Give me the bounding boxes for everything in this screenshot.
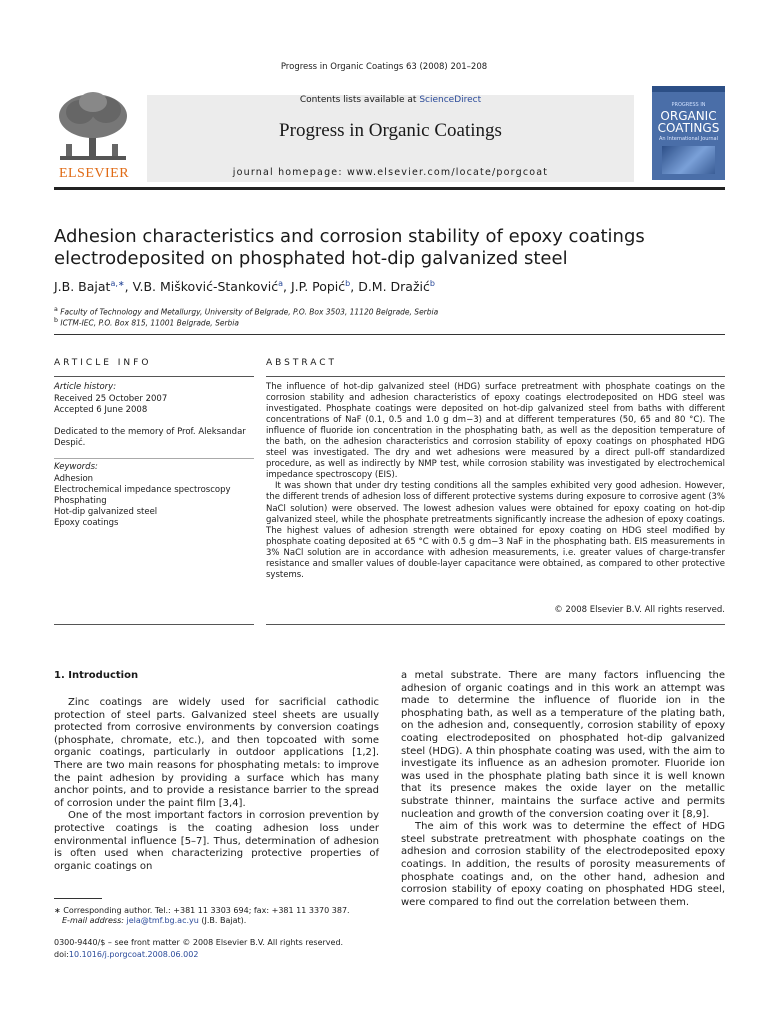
divider xyxy=(54,376,254,377)
sciencedirect-link[interactable]: ScienceDirect xyxy=(419,95,482,105)
abstract-body xyxy=(266,382,725,581)
cover-strip xyxy=(652,86,725,92)
keyword: Electrochemical impedance spectroscopy xyxy=(54,485,231,495)
divider xyxy=(266,376,725,377)
body-paragraph: The aim of this work was to determine the effect of HDG steel substrate pretreatment with phosphate coatings on the adhesion and corrosion stability of the electrodeposited epoxy coatings. In addition, the results of porosity measurements of phosphate coatings and, on the other hand, adhesion and corrosion stability of epoxy coating on phosphated HDG steel, were compared to find out the correlation between them. xyxy=(401,821,725,908)
header-rule xyxy=(54,187,725,190)
doi-line xyxy=(54,950,198,959)
dedication: Dedicated to the memory of Prof. Aleksandar Despić. xyxy=(54,427,246,448)
abstract-heading: ABSTRACT xyxy=(266,358,338,368)
cover-artwork xyxy=(662,146,715,174)
doi-link[interactable]: 10.1016/j.porgcoat.2008.06.002 xyxy=(68,950,199,959)
author-list: J.B. Bajat$^{a,∗}$, V.B. Mišković-Stanković$^a$, J.P. Popić$^b$, D.M. Dražić$^b$ xyxy=(54,279,435,295)
elsevier-wordmark: ELSEVIER xyxy=(58,166,130,181)
body-paragraph: a metal substrate. There are many factors influencing the adhesion of organic coatings and in this work an attempt was made to determine the influence of fluoride ion in the phosphating bath, as well as a temperature of the plating bath, on the adhesion and, consequently, corrosion stability of epoxy coating electrodeposited on phosphated hot-dip galvanized steel (HDG). A thin phosphate coating was used, with the aim to investigate its influence as an adhesion promoter. Fluoride ion was used in the phosphate plating bath since it is well known that its presence makes the oxide layer on the metallic substrate thinner, maintains the surface active and permits nucleation and growth of the conversion coating over it [8,9]. xyxy=(401,670,725,820)
author-superscript[interactable]: a,∗ xyxy=(110,279,125,288)
body-paragraph: One of the most important factors in corrosion prevention by protective coatings is the coating adhesion loss under environmental influence [5–7]. Thus, determination of adhesion is often used when characterizing protective properties of organic coatings on xyxy=(54,810,379,872)
received-date: Received 25 October 2007 xyxy=(54,394,168,404)
author-superscript[interactable]: a xyxy=(278,279,283,288)
affiliation-text: Faculty of Technology and Metallurgy, University of Belgrade, P.O. Box 3503, 11120 Belgrade, Serbia xyxy=(60,307,439,317)
email-label: E-mail address: xyxy=(62,916,124,925)
journal-citation: Progress in Organic Coatings 63 (2008) 201–208 xyxy=(280,62,488,72)
author-superscript[interactable]: b xyxy=(345,279,351,288)
keyword-list xyxy=(54,474,254,529)
author-name[interactable]: V.B. Mišković-Stanković xyxy=(132,279,279,295)
affiliation-marker: b xyxy=(54,317,58,324)
keyword: Phosphating xyxy=(54,496,107,506)
cover-subtitle: An International Journal xyxy=(659,136,718,142)
paper-title: Adhesion characteristics and corrosion stability of epoxy coatings electrodeposited on phosphated hot-dip galvanized steel xyxy=(54,226,645,269)
journal-title: Progress in Organic Coatings xyxy=(279,120,502,141)
body-column-left xyxy=(54,697,379,873)
footnote-rule xyxy=(54,898,102,899)
body-paragraph: Zinc coatings are widely used for sacrificial cathodic protection of steel parts. Galvanized steel sheets are usually protected from corrosive environments by conversion coatings (phosphate, chromate, etc.), and then topcoated with some organic coatings, particularly in outdoor applications [1,2]. There are two main reasons for phosphating metals: to improve the paint adhesion by providing a surface which has many anchor points, and to provide a resistance barrier to the spread of corrosion under the paint film [3,4]. xyxy=(54,697,379,809)
author-superscript[interactable]: b xyxy=(429,279,435,288)
affiliation-marker: a xyxy=(54,306,58,313)
divider xyxy=(54,458,254,459)
divider xyxy=(54,334,725,335)
article-info-heading: ARTICLE INFO xyxy=(54,358,152,368)
email-line xyxy=(54,916,384,926)
article-history-label: Article history: xyxy=(54,382,117,392)
affiliation-a xyxy=(54,306,438,317)
journal-homepage[interactable]: journal homepage: www.elsevier.com/locate/porgcoat xyxy=(232,167,549,178)
abstract-paragraph: It was shown that under dry testing conditions all the samples exhibited very good adhesion. However, the different trends of adhesion loss of different protective systems during exposure to corrosive agent (3% NaCl solution) were observed. The lowest adhesion values were obtained for epoxy coating on hot-dip galvanized steel, while the phosphate pretreatments significantly increase the adhesion of epoxy coatings. The highest values of adhesion strength were obtained for epoxy coating on HDG steel modified by phosphate coating deposited at 65 °C with 0.5 g dm−3 NaF in the phosphating bath. EIS measurements in 3% NaCl solution are in accordance with adhesion measurements, i.e. greater values of charge-transfer resistance and smaller values of double-layer capacitance were obtained, as compared to other protective systems. xyxy=(266,481,725,580)
corresponding-author: ∗ Corresponding author. Tel.: +381 11 3303 694; fax: +381 11 3370 387. xyxy=(54,906,350,915)
accepted-date: Accepted 6 June 2008 xyxy=(54,405,148,415)
author-name[interactable]: D.M. Dražić xyxy=(358,279,430,295)
email-link[interactable]: jela@tmf.bg.ac.yu xyxy=(126,916,199,925)
email-suffix: (J.B. Bajat). xyxy=(198,916,247,925)
journal-cover-image[interactable] xyxy=(652,86,725,180)
body-column-right xyxy=(401,670,725,909)
affiliation-b xyxy=(54,317,239,328)
cover-small-top: PROGRESS IN xyxy=(671,102,706,108)
divider xyxy=(266,624,725,625)
cover-title: ORGANIC COATINGS xyxy=(657,109,720,135)
author-name[interactable]: J.P. Popić xyxy=(290,279,346,295)
copyright-notice: © 2008 Elsevier B.V. All rights reserved. xyxy=(554,605,725,615)
front-matter-line: 0300-9440/$ – see front matter © 2008 Elsevier B.V. All rights reserved. xyxy=(54,938,344,947)
keywords-label: Keywords: xyxy=(54,462,98,472)
corresponding-author-footnote xyxy=(54,906,384,926)
keyword: Hot-dip galvanized steel xyxy=(54,507,158,517)
doi-label: doi: xyxy=(54,950,69,959)
author-name[interactable]: J.B. Bajat xyxy=(54,279,111,295)
contents-prefix: Contents lists available at xyxy=(299,95,420,105)
contents-line xyxy=(147,95,634,105)
keyword: Adhesion xyxy=(54,474,94,484)
section-heading-introduction: 1. Introduction xyxy=(54,670,139,681)
divider xyxy=(54,624,254,625)
keyword: Epoxy coatings xyxy=(54,518,119,528)
affiliation-text: ICTM-IEC, P.O. Box 815, 11001 Belgrade, Serbia xyxy=(60,318,239,328)
abstract-paragraph: The influence of hot-dip galvanized steel (HDG) surface pretreatment with phosphate coatings on the corrosion stability and adhesion characteristics of epoxy coatings electrodeposited on HDG steel was investigated. Phosphate coatings were deposited on hot-dip galvanized steel from baths with different concentrations of NaF (0.1, 0.5 and 1.0 g dm−3) and at different temperatures (50, 65 and 80 °C). The influence of fluoride ion concentration in the phosphating bath, as well as the deposition temperature of the bath, on the adhesion characteristics and corrosion stability of epoxy coatings on phosphated HDG steel was investigated. The dry and wet adhesions were measured by a direct pull-off standardized procedure, as well as indirectly by NMP test, while corrosion stability was investigated by electrochemical impedance spectroscopy (EIS). xyxy=(266,382,725,481)
